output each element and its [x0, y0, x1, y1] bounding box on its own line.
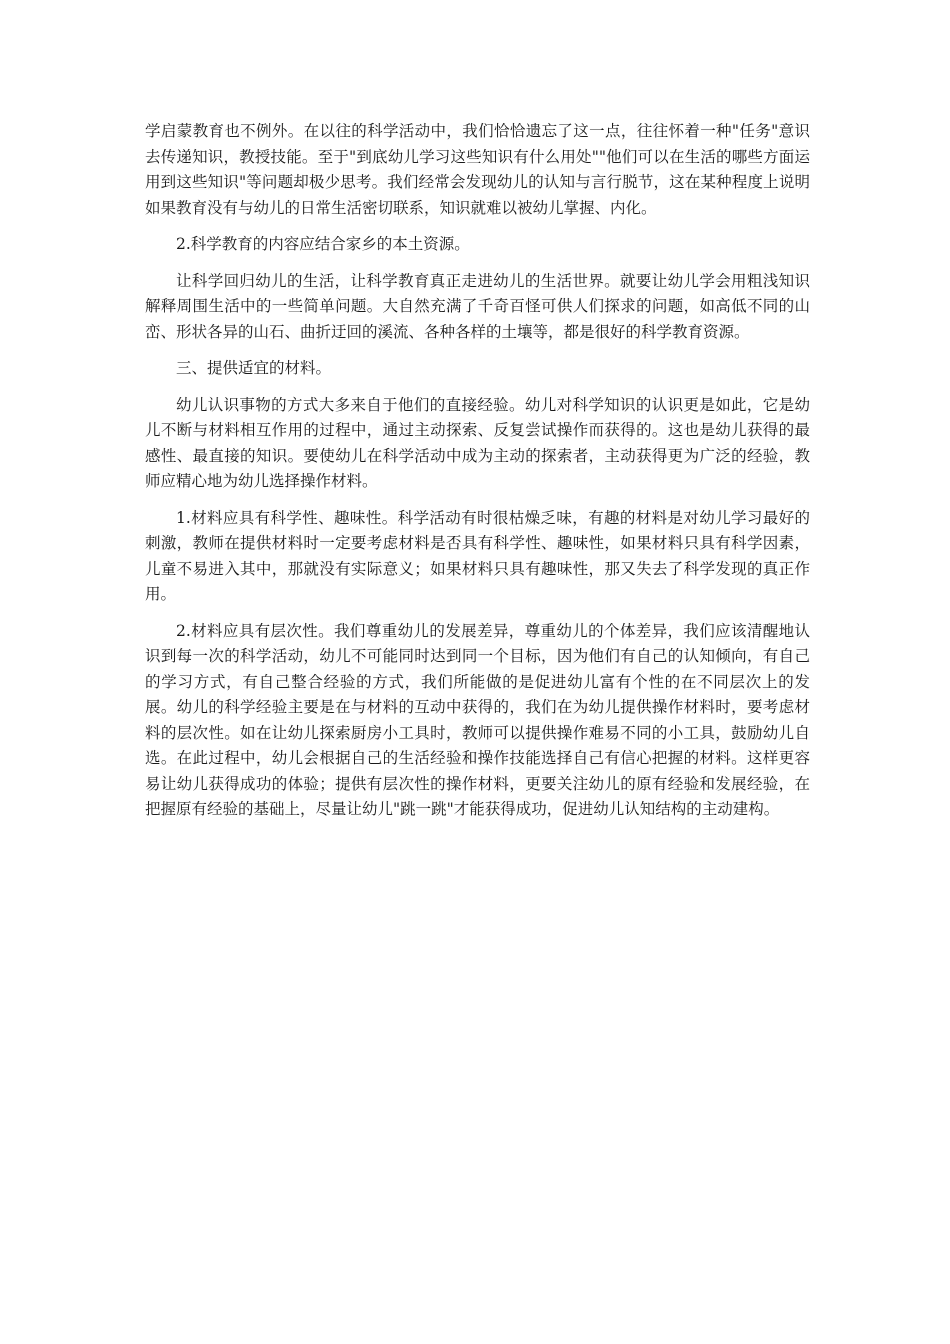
paragraph-7: 2.材料应具有层次性。我们尊重幼儿的发展差异，尊重幼儿的个体差异，我们应该清醒地认识到每一次的科学活动，幼儿不可能同时达到同一个目标，因为他们有自己的认知倾向，有自己的学习方式，有自己整合经验的方式，我们所能做的是促进幼儿富有个性的在不同层次上的发展。幼儿的科学经验主要是在与材料的互动中获得的，我们在为幼儿提供操作材料时，要考虑材料的层次性。如在让幼儿探索厨房小工具时，教师可以提供操作难易不同的小工具，鼓励幼儿自选。在此过程中，幼儿会根据自己的生活经验和操作技能选择自己有信心把握的材料。这样更容易让幼儿获得成功的体验；提供有层次性的操作材料，更要关注幼儿的原有经验和发展经验，在把握原有经验的基础上，尽量让幼儿"跳一跳"才能获得成功，促进幼儿认知结构的主动建构。: [145, 621, 810, 818]
paragraph-6: 1.材料应具有科学性、趣味性。科学活动有时很枯燥乏味，有趣的材料是对幼儿学习最好的刺激，教师在提供材料时一定要考虑材料是否具有科学性、趣味性，如果材料只具有科学因素，儿童不易进入其中，那就没有实际意义；如果材料只具有趣味性，那又失去了科学发现的真正作用。: [145, 508, 810, 603]
paragraph-2: 2.科学教育的内容应结合家乡的本土资源。: [176, 235, 470, 253]
paragraph-5: 幼儿认识事物的方式大多来自于他们的直接经验。幼儿对科学知识的认识更是如此，它是幼儿不断与材料相互作用的过程中，通过主动探索、反复尝试操作而获得的。这也是幼儿获得的最感性、最直接的知识。要使幼儿在科学活动中成为主动的探索者，主动获得更为广泛的经验，教师应精心地为幼儿选择操作材料。: [145, 395, 810, 490]
paragraph-3: 让科学回归幼儿的生活，让科学教育真正走进幼儿的生活世界。就要让幼儿学会用粗浅知识解释周围生活中的一些简单问题。大自然充满了千奇百怪可供人们探求的问题，如高低不同的山峦、形状各异的山石、曲折迂回的溪流、各种各样的土壤等，都是很好的科学教育资源。: [145, 271, 810, 341]
paragraph-1: 学启蒙教育也不例外。在以往的科学活动中，我们恰恰遗忘了这一点，往往怀着一种"任务"意识去传递知识，教授技能。至于"到底幼儿学习这些知识有什么用处""他们可以在生活的哪些方面运用到这些知识"等问题却极少思考。我们经常会发现幼儿的认知与言行脱节，这在某种程度上说明如果教育没有与幼儿的日常生活密切联系，知识就难以被幼儿掌握、内化。: [145, 122, 810, 217]
document-page: [145, 119, 810, 834]
paragraph-4: 三、提供适宜的材料。: [176, 359, 332, 377]
